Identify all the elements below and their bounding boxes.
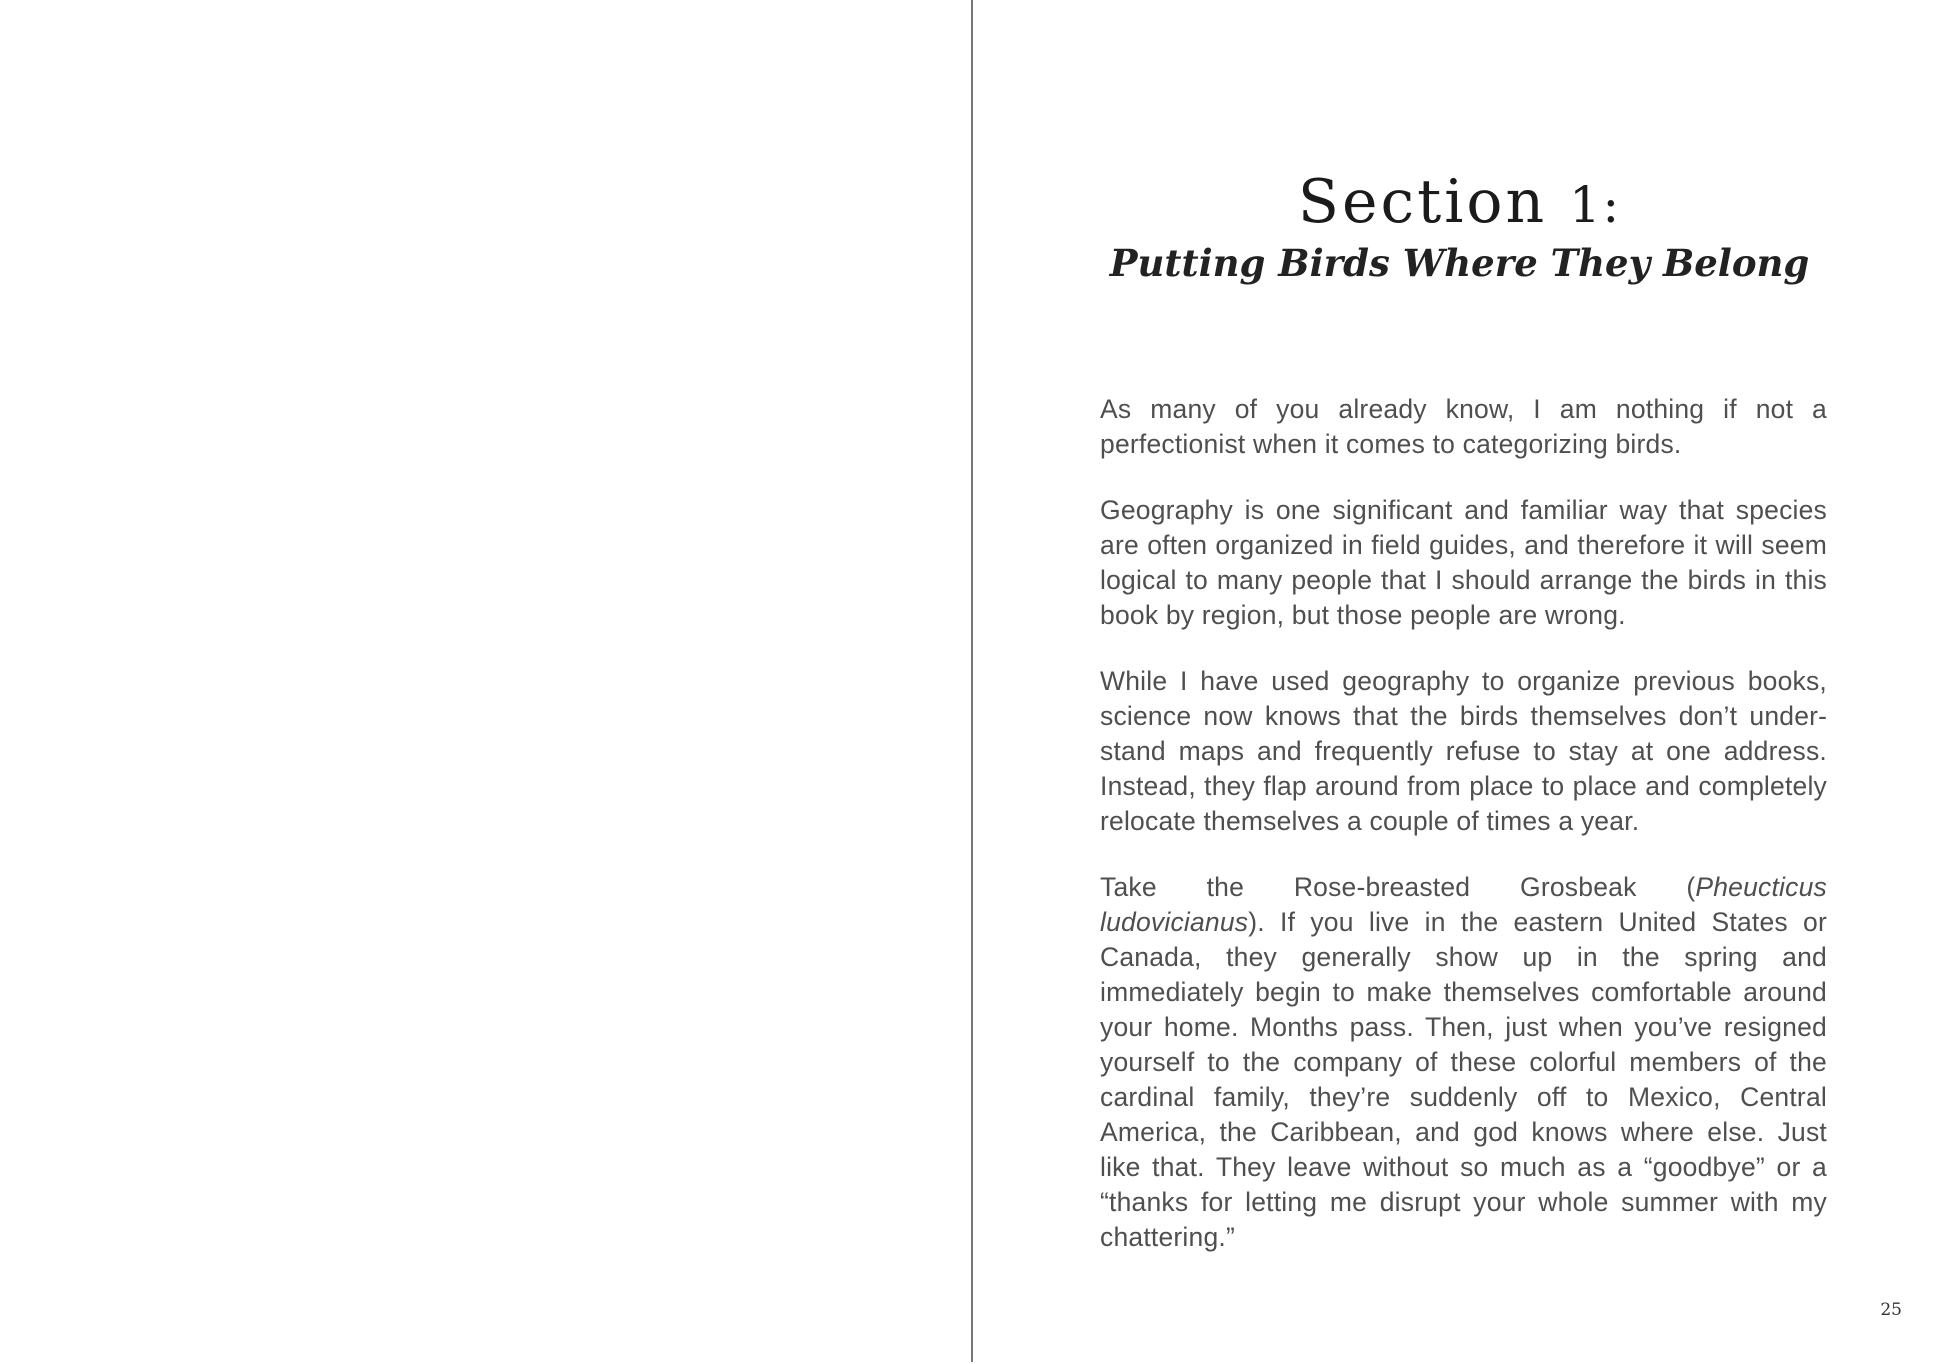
paragraph-text: ). If you live in the eastern United States or Canada, they generally show up in the spring and immediately begin to make themselves comfortable around your home. Months pass. Then, just when you’ve resigned yourself to the company of these colorful members of the cardinal family, they’re suddenly off to Mexico, Central America, the Caribbean, and god knows where else. Just like that. They leave without so much as a “goodbye” or a “thanks for letting me disrupt your whole summer with my chattering.” (1100, 907, 1827, 1252)
paragraph (1100, 493, 1827, 633)
paragraph-text: While I have used geography to organize previous books, science now knows that the birds themselves don’t understand maps and frequently refuse to stay at one address. Instead, they flap around from place to place and completely relocate themselves a couple of times a year. (1100, 666, 1827, 836)
section-heading-numeral: 1: (1569, 176, 1622, 234)
section-heading (973, 167, 1946, 237)
left-page-blank (0, 0, 971, 1364)
paragraph (1100, 870, 1827, 1255)
paragraph (1100, 664, 1827, 839)
section-heading-word: Section (1297, 167, 1570, 237)
paragraph-text: As many of you already know, I am nothing if not a perfectionist when it comes to categorizing birds. (1100, 394, 1827, 459)
paragraph-text: Geography is one significant and familiar way that species are often organized in field guides, and therefore it will seem logical to many people that I should arrange the birds in this book by region, but those people are wrong. (1100, 495, 1827, 630)
page-number: 25 (1880, 1300, 1902, 1320)
paragraph-text: Take the Rose-breasted Grosbeak ( (1100, 872, 1696, 902)
body-paragraphs (1100, 392, 1827, 1255)
section-subtitle: Putting Birds Where They Belong (1109, 241, 1810, 285)
right-page (973, 0, 1946, 1364)
paragraph (1100, 392, 1827, 462)
species-name-italic: Pheucticus ludovicianus (1100, 872, 1827, 937)
